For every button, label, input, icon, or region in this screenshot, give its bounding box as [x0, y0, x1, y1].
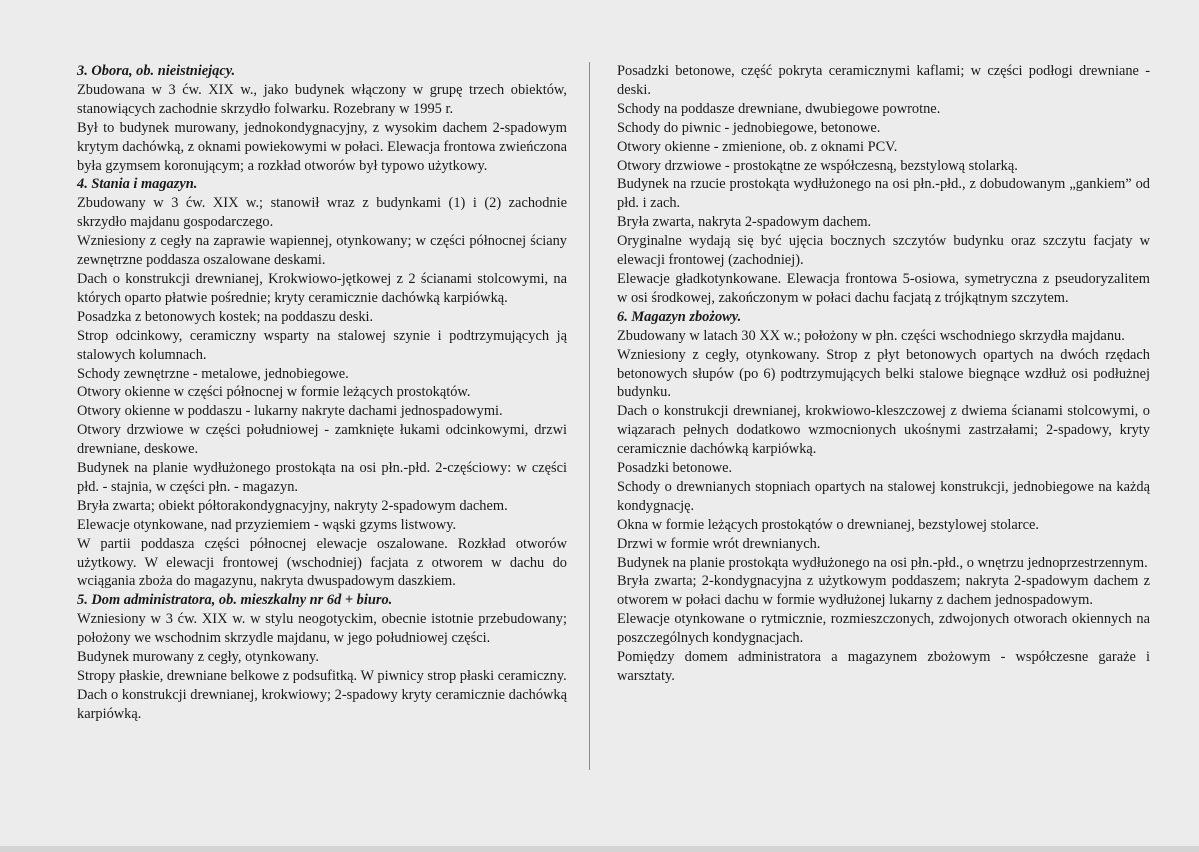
- section-heading: 3. Obora, ob. nieistniejący.: [77, 63, 236, 79]
- paragraph: Strop odcinkowy, ceramiczny wsparty na stalowej szynie i podtrzymujących ją stalowych kolumnach.: [77, 327, 567, 363]
- paragraph: Budynek murowany z cegły, otynkowany.: [77, 649, 319, 666]
- paragraph: Okna w formie leżących prostokątów o drewnianej, bezstylowej stolarce.: [617, 516, 1039, 533]
- paragraph: Bryła zwarta; obiekt półtorakondygnacyjny, nakryty 2-spadowym dachem.: [77, 497, 508, 514]
- paragraph: Otwory drzwiowe w części południowej - zamknięte łukami odcinkowymi, drzwi drewniane, deskowe.: [77, 422, 567, 458]
- paragraph: Elewacje otynkowane o rytmicznie, rozmieszczonych, zdwojonych otworach okiennych na poszczególnych kondygnacjach.: [617, 611, 1150, 647]
- section-heading: 5. Dom administratora, ob. mieszkalny nr 6d + biuro.: [77, 592, 393, 609]
- paragraph: Zbudowany w latach 30 XX w.; położony w płn. części wschodniego skrzydła majdanu.: [617, 327, 1125, 344]
- paragraph: Dach o konstrukcji drewnianej, Krokwiowo-jętkowej z 2 ścianami stolcowymi, na których oparto płatwie pośrednie; kryty ceramicznie dachówką karpiówką.: [77, 270, 567, 306]
- paragraph: Drzwi w formie wrót drewnianych.: [617, 535, 821, 552]
- paragraph: Wzniesiony z cegły, otynkowany. Strop z płyt betonowych opartych na dwóch rzędach betonowych słupów (po 6) podtrzymujących belki stalowe biegnące wzdłuż osi podłużnej budynku.: [617, 346, 1150, 401]
- paragraph: Schody zewnętrzne - metalowe, jednobiegowe.: [77, 365, 349, 382]
- right-text-column: [617, 62, 1150, 686]
- paragraph: Wzniesiony z cegły na zaprawie wapiennej, otynkowany; w części północnej ściany zewnętrzne poddasza oszalowane deskami.: [77, 233, 567, 269]
- paragraph: Schody o drewnianych stopniach opartych na stalowej konstrukcji, jednobiegowe na każdą kondygnację.: [617, 478, 1150, 514]
- paragraph: Zbudowana w 3 ćw. XIX w., jako budynek włączony w grupę trzech obiektów, stanowiących zachodnie skrzydło folwarku. Rozebrany w 1995 r.: [77, 81, 567, 117]
- page-bottom-edge: [0, 846, 1199, 852]
- paragraph: Pomiędzy domem administratora a magazynem zbożowym - współczesne garaże i warsztaty.: [617, 649, 1150, 684]
- paragraph: Schody na poddasze drewniane, dwubiegowe powrotne.: [617, 100, 941, 117]
- paragraph: Otwory okienne w poddaszu - lukarny nakryte dachami jednospadowymi.: [77, 403, 503, 420]
- paragraph: Otwory okienne w części północnej w formie leżących prostokątów.: [77, 384, 471, 401]
- left-text-column: [77, 62, 567, 724]
- paragraph: Wzniesiony w 3 ćw. XIX w. w stylu neogotyckim, obecnie istotnie przebudowany; położony we wschodnim skrzydle majdanu, w jego południowej części.: [77, 611, 567, 647]
- paragraph: Elewacje otynkowane, nad przyziemiem - wąski gzyms listwowy.: [77, 516, 457, 533]
- paragraph: Schody do piwnic - jednobiegowe, betonowe.: [617, 119, 881, 136]
- paragraph: W partii poddasza części północnej elewacje oszalowane. Rozkład otworów użytkowy. W elewacji frontowej (wschodniej) facjata z otworem w dachu do wciągania zboża do magazynu, nakryta dwuspadowym daszkiem.: [77, 535, 567, 590]
- paragraph: Posadzka z betonowych kostek; na poddaszu deski.: [77, 308, 374, 325]
- paragraph: Elewacje gładkotynkowane. Elewacja frontowa 5-osiowa, symetryczna z pseudoryzalitem w osi środkowej, zakończonym w połaci dachu facjatą z trójkątnym szczytem.: [617, 270, 1150, 306]
- paragraph: Posadzki betonowe, część pokryta ceramicznymi kaflami; w części podłogi drewniane - deski.: [617, 63, 1150, 98]
- paragraph: Dach o konstrukcji drewnianej, krokwiowy; 2-spadowy kryty ceramicznie dachówką karpiówką.: [77, 686, 567, 722]
- paragraph: Stropy płaskie, drewniane belkowe z podsufitką. W piwnicy strop płaski ceramiczny.: [77, 668, 567, 684]
- paragraph: Był to budynek murowany, jednokondygnacyjny, z wysokim dachem 2-spadowym krytym dachówką, z oknami powiekowymi w połaci. Elewacja frontowa zwieńczona była gzymsem koronującym; a rozkład otworów był typowo użytkowy.: [77, 119, 567, 174]
- paragraph: Otwory okienne - zmienione, ob. z oknami PCV.: [617, 138, 898, 155]
- column-divider: [589, 62, 590, 770]
- paragraph: Otwory drzwiowe - prostokątne ze współczesną, bezstylową stolarką.: [617, 157, 1018, 174]
- paragraph: Zbudowany w 3 ćw. XIX w.; stanowił wraz z budynkami (1) i (2) zachodnie skrzydło majdanu gospodarczego.: [77, 195, 567, 231]
- paragraph: Budynek na planie wydłużonego prostokąta na osi płn.-płd. 2-częściowy: w części płd. - stajnia, w części płn. - magazyn.: [77, 460, 567, 495]
- section-heading: 4. Stania i magazyn.: [77, 176, 198, 193]
- paragraph: Budynek na planie prostokąta wydłużonego na osi płn.-płd., o wnętrzu jednoprzestrzennym.: [617, 554, 1148, 571]
- paragraph: Posadzki betonowe.: [617, 460, 733, 477]
- paragraph: Budynek na rzucie prostokąta wydłużonego na osi płn.-płd., z dobudowanym „gankiem” od płd. i zach.: [617, 176, 1150, 212]
- paragraph: Dach o konstrukcji drewnianej, krokwiowo-kleszczowej z dwiema ścianami stolcowymi, o wiązarach pełnych dodatkowo wzmocnionych ukośnymi zastrzałami; 2-spadowy, kryty ceramicznie dachówką karpiówką.: [617, 403, 1150, 458]
- section-heading: 6. Magazyn zbożowy.: [617, 308, 742, 325]
- paragraph: Bryła zwarta; 2-kondygnacyjna z użytkowym poddaszem; nakryta 2-spadowym dachem z otworem w połaci dachu w formie wydłużonej lukarny z dachem jednospadowym.: [617, 573, 1150, 609]
- paragraph: Bryła zwarta, nakryta 2-spadowym dachem.: [617, 214, 872, 231]
- paragraph: Oryginalne wydają się być ujęcia bocznych szczytów budynku oraz szczytu facjaty w elewacji frontowej (zachodniej).: [617, 233, 1150, 269]
